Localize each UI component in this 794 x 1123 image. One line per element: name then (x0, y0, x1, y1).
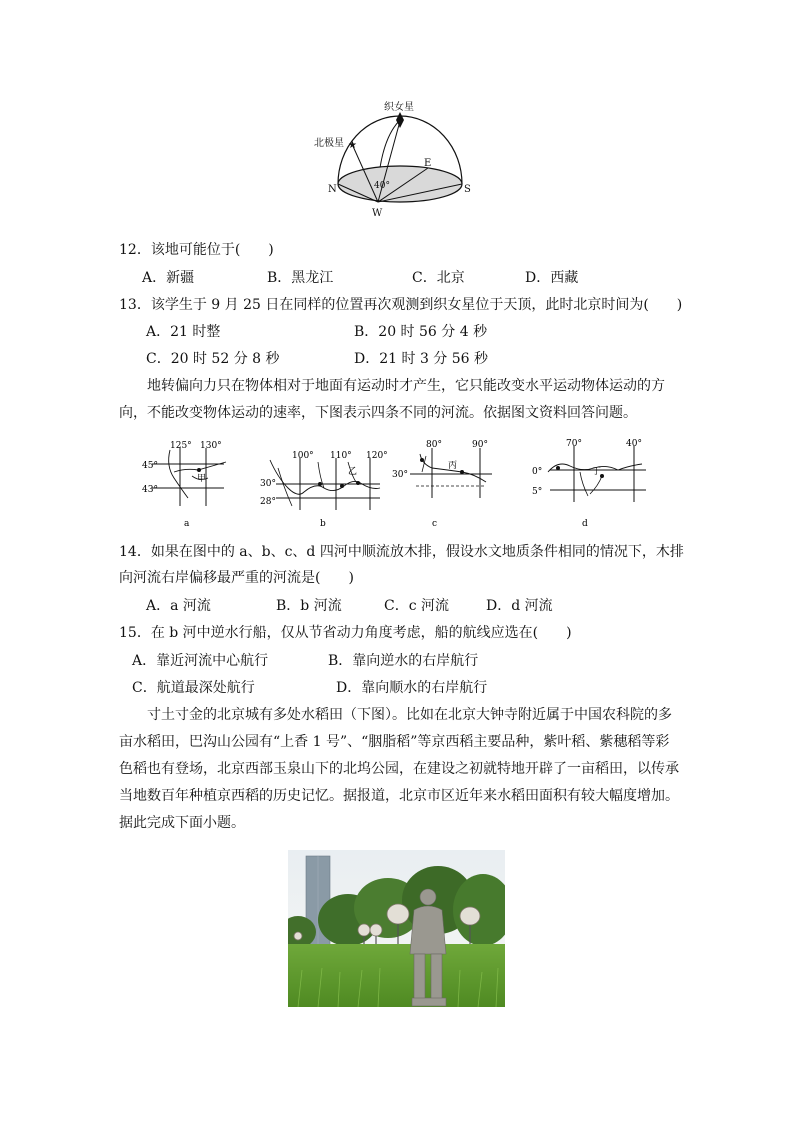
map-a-place: 甲 (197, 474, 207, 484)
q13-option-a: A．21 时整 (146, 324, 221, 340)
map-c-label: c (432, 519, 438, 528)
q14-option-c: C．c 河流 (384, 598, 450, 614)
map-a-lat1: 45° (142, 461, 158, 471)
q14-option-d: D．d 河流 (486, 598, 553, 614)
map-b-lat1: 30° (260, 479, 276, 489)
q12-option-c: C．北京 (412, 270, 465, 286)
polaris-label: 北极星 (314, 138, 344, 149)
question-14-stem-line1: 14．如果在图中的 a、b、c、d 四河中顺流放木排，假设水文地质条件相同的情况下，木排 (119, 544, 684, 560)
river-map-d (530, 436, 650, 528)
east-label: E (424, 158, 432, 169)
map-b-lon1: 100° (292, 451, 314, 461)
map-a-lon1: 125° (170, 441, 192, 451)
polaris-star-icon: ★ (348, 140, 357, 151)
q15-option-a: A．靠近河流中心航行 (132, 653, 269, 669)
question-14-stem-line2: 向河流右岸偏移最严重的河流是( ) (119, 570, 354, 586)
map-d-lat1: 0° (532, 467, 543, 477)
map-c-lon2: 90° (472, 440, 488, 450)
q14-option-a: A．a 河流 (146, 598, 211, 614)
map-c-place: 丙 (448, 461, 458, 471)
map-c-lon1: 80° (426, 440, 442, 450)
map-b-lon2: 110° (330, 451, 352, 461)
map-a-lat2: 43° (142, 485, 158, 495)
map-b-label: b (320, 519, 326, 529)
celestial-sphere-figure (312, 98, 482, 220)
q13-option-c: C．20 时 52 分 8 秒 (146, 351, 280, 367)
q15-option-d: D．靠向顺水的右岸航行 (336, 680, 488, 696)
map-d-place: 丁 (592, 467, 602, 477)
river-map-b (258, 448, 388, 530)
map-c-lat1: 30° (392, 470, 408, 480)
question-13-stem: 13．该学生于 9 月 25 日在同样的位置再次观测到织女星位于天顶，此时北京时间为( ) (119, 297, 683, 313)
q12-option-a: A．新疆 (142, 270, 195, 286)
passage-rice-paddies: 寸土寸金的北京城有多处水稻田（下图）。比如在北京大钟寺附近属于中国农科院的多亩水稻田，巴沟山公园有“上香 1 号”、“胭脂稻”等京西稻主要品种，紫叶稻、紫穗稻等彩色稻也有登场，北京西部玉泉山下的北坞公园，在建设之初就特地开辟了一亩稻田，以传承当地数百年种植京西稻的历史记忆。据报道，北京市区近年来水稻田面积有较大幅度增加。据此完成下面小题。 (119, 707, 679, 831)
q15-option-c: C．航道最深处航行 (132, 680, 255, 696)
passage-coriolis: 地转偏向力只在物体相对于地面有运动时才产生，它只能改变水平运动物体运动的方向，不能改变物体运动的速率，下图表示四条不同的河流。依据图文资料回答问题。 (119, 378, 665, 421)
q12-option-d: D．西藏 (525, 270, 579, 286)
map-a-lon2: 130° (200, 441, 222, 451)
map-d-lon1: 70° (566, 439, 582, 449)
question-12-stem: 12．该地可能位于( ) (119, 242, 274, 258)
angle-label: 40° (374, 181, 390, 191)
q14-option-b: B．b 河流 (276, 598, 342, 614)
q13-option-d: D．21 时 3 分 56 秒 (354, 351, 489, 367)
west-label: W (372, 208, 383, 219)
map-b-place: 乙 (348, 467, 358, 477)
vega-label: 织女星 (384, 102, 414, 113)
q13-option-b: B．20 时 56 分 4 秒 (354, 324, 488, 340)
q12-option-b: B．黑龙江 (267, 270, 334, 286)
south-label: S (464, 184, 471, 195)
q15-option-b: B．靠向逆水的右岸航行 (328, 653, 479, 669)
rice-paddy-photo (288, 850, 505, 1007)
map-b-lon3: 120° (366, 451, 388, 461)
map-d-lat2: 5° (532, 487, 543, 497)
map-d-lon2: 40° (626, 439, 642, 449)
map-d-label: d (582, 519, 588, 528)
question-15-stem: 15．在 b 河中逆水行船，仅从节省动力角度考虑，船的航线应选在( ) (119, 625, 572, 641)
map-b-lat2: 28° (260, 497, 276, 507)
vega-marker-icon (396, 112, 404, 128)
river-map-c (392, 436, 497, 528)
map-a-label: a (184, 519, 190, 528)
river-map-a (142, 436, 232, 528)
north-label: N (328, 184, 337, 195)
